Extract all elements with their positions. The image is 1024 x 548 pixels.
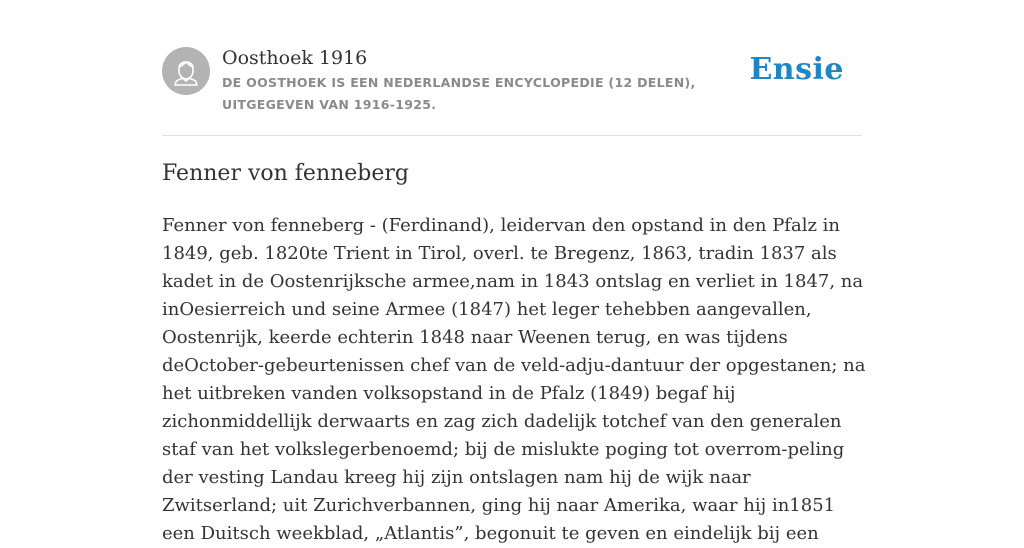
user-avatar-icon[interactable] — [162, 47, 210, 95]
brand-logo[interactable]: Ensie — [749, 52, 844, 87]
article-body: Fenner von fenneberg - (Ferdinand), leidervan den opstand in den Pfalz in 1849, geb. 1820te Trient in Tirol, overl. te Bregenz, 1863, tradin 1837 als kadet in de Oostenrijksche armee,nam in 1843 ontslag en verliet in 1847, na inOesierreich und seine Armee (1847) het leger tehebben aangevallen, Oostenrijk, keerde echterin 1848 naar Weenen terug, en was tijdens deOctober-gebeurtenissen chef van de veld-adju-dantuur der opgestanen; na het uitbreken vanden volksopstand in de Pfalz (1849) begaf hij zichonmiddellijk derwaarts en zag zich dadelijk totchef van den generalen staf van het volkslegerbenoemd; bij de mislukte poging tot overrom-peling der vesting Landau kreeg hij zijn ontslagen nam hij de wijk naar Zwitserland; uit Zurichverbannen, ging hij naar Amerika, waar hij in1851 een Duitsch weekblad, „Atlantis”, begonuit te geven en eindelijk bij een — [162, 215, 866, 544]
source-description: DE OOSTHOEK IS EEN NEDERLANDSE ENCYCLOPEDIE (12 DELEN), UITGEGEVEN VAN 1916-1925. — [222, 75, 696, 112]
source-header — [162, 46, 862, 116]
article-title: Fenner von fenneberg — [162, 161, 410, 186]
header-divider — [162, 135, 862, 136]
source-title[interactable]: Oosthoek 1916 — [222, 47, 368, 69]
